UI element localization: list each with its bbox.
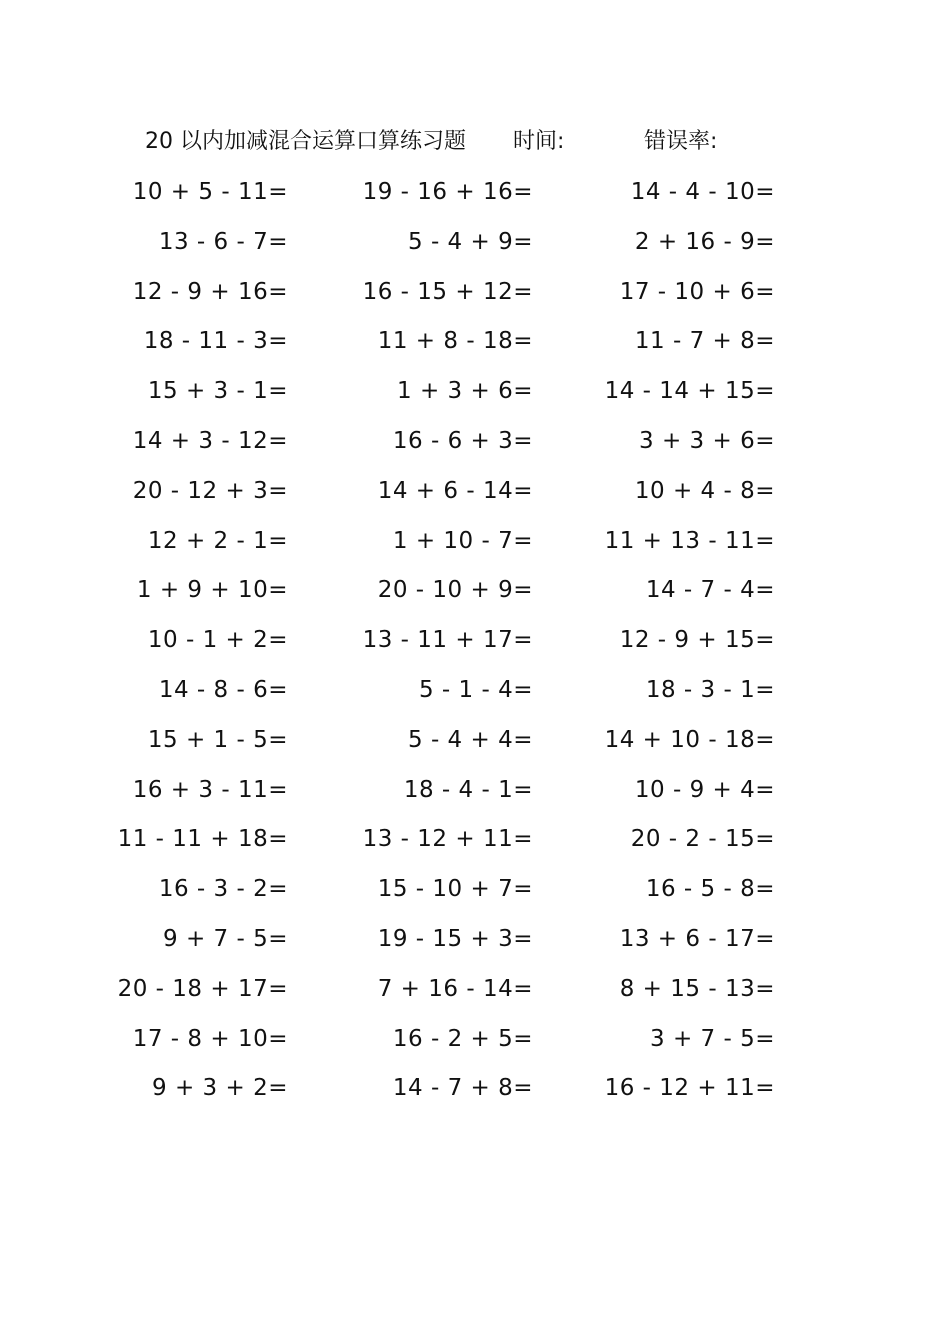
math-problem: 18 - 3 - 1=: [645, 676, 775, 703]
math-problem: 14 + 10 - 18=: [604, 726, 775, 753]
math-problem: 16 - 15 + 12=: [362, 278, 533, 305]
problem-grid: [117, 172, 815, 1118]
math-problem: 1 + 3 + 6=: [397, 378, 533, 405]
math-problem: 18 - 4 - 1=: [403, 776, 533, 803]
math-problem: 5 - 4 + 9=: [408, 228, 533, 255]
math-problem: 16 - 3 - 2=: [158, 876, 288, 903]
math-problem: 14 - 14 + 15=: [604, 378, 775, 405]
math-problem: 20 - 12 + 3=: [132, 477, 288, 504]
math-problem: 3 + 7 - 5=: [650, 1025, 775, 1052]
math-problem: 20 - 10 + 9=: [377, 577, 533, 604]
math-problem: 14 + 3 - 12=: [132, 427, 288, 454]
math-problem: 11 + 13 - 11=: [604, 527, 775, 554]
math-problem: 12 - 9 + 16=: [132, 278, 288, 305]
math-problem: 10 - 1 + 2=: [147, 627, 288, 654]
problem-row: [135, 570, 815, 620]
problem-row: [132, 172, 815, 222]
problem-row: [135, 1068, 815, 1118]
math-problem: 12 + 2 - 1=: [147, 527, 288, 554]
math-problem: 1 + 9 + 10=: [136, 577, 288, 604]
math-problem: 13 - 6 - 7=: [158, 228, 288, 255]
math-problem: 16 - 6 + 3=: [392, 427, 533, 454]
problem-row: [132, 421, 815, 471]
problem-row: [135, 620, 815, 670]
problem-row: [135, 869, 815, 919]
math-problem: 20 - 2 - 15=: [630, 826, 775, 853]
math-problem: 10 + 5 - 11=: [132, 179, 288, 205]
math-problem: 20 - 18 + 17=: [117, 975, 288, 1002]
math-problem: 3 + 3 + 6=: [639, 427, 775, 454]
problem-row: [132, 471, 815, 521]
math-problem: 2 + 16 - 9=: [634, 228, 775, 255]
math-problem: 11 + 8 - 18=: [377, 328, 533, 355]
math-problem: 14 - 7 - 4=: [645, 577, 775, 604]
math-problem: 14 - 7 + 8=: [392, 1075, 533, 1102]
math-problem: 13 - 12 + 11=: [362, 826, 533, 853]
math-problem: 11 - 7 + 8=: [634, 328, 775, 355]
time-label: 时间:: [513, 129, 565, 154]
worksheet-header: [145, 124, 845, 160]
math-problem: 15 - 10 + 7=: [377, 876, 533, 903]
math-problem: 5 - 4 + 4=: [408, 726, 533, 753]
math-problem: 9 + 7 - 5=: [163, 925, 288, 952]
problem-row: [135, 371, 815, 421]
math-problem: 16 + 3 - 11=: [132, 776, 288, 803]
math-problem: 11 - 11 + 18=: [117, 826, 288, 853]
math-problem: 15 + 1 - 5=: [147, 726, 288, 753]
math-problem: 16 - 2 + 5=: [392, 1025, 533, 1052]
math-problem: 8 + 15 - 13=: [619, 975, 775, 1002]
problem-row: [117, 819, 815, 869]
math-problem: 19 - 16 + 16=: [362, 179, 533, 205]
math-problem: 16 - 12 + 11=: [604, 1075, 775, 1102]
math-problem: 19 - 15 + 3=: [377, 925, 533, 952]
math-problem: 17 - 10 + 6=: [619, 278, 775, 305]
math-problem: 16 - 5 - 8=: [645, 876, 775, 903]
math-problem: 1 + 10 - 7=: [392, 527, 533, 554]
math-problem: 7 + 16 - 14=: [377, 975, 533, 1002]
math-problem: 10 - 9 + 4=: [634, 776, 775, 803]
math-problem: 18 - 11 - 3=: [143, 328, 288, 355]
math-problem: 14 - 8 - 6=: [158, 676, 288, 703]
problem-row: [117, 969, 815, 1019]
problem-row: [135, 521, 815, 571]
problem-row: [132, 272, 815, 322]
math-problem: 17 - 8 + 10=: [132, 1025, 288, 1052]
worksheet-title: 20 以内加减混合运算口算练习题: [145, 129, 466, 154]
problem-row: [135, 670, 815, 720]
math-problem: 5 - 1 - 4=: [418, 676, 533, 703]
problem-row: [135, 919, 815, 969]
math-problem: 15 + 3 - 1=: [147, 378, 288, 405]
problem-row: [135, 720, 815, 770]
problem-row: [132, 770, 815, 820]
math-problem: 9 + 3 + 2=: [152, 1075, 288, 1102]
math-problem: 13 - 11 + 17=: [362, 627, 533, 654]
math-problem: 10 + 4 - 8=: [634, 477, 775, 504]
error-rate-label: 错误率:: [644, 129, 718, 154]
problem-row: [132, 1019, 815, 1069]
problem-row: [135, 222, 815, 272]
math-problem: 14 - 4 - 10=: [630, 179, 775, 205]
math-problem: 14 + 6 - 14=: [377, 477, 533, 504]
math-problem: 13 + 6 - 17=: [619, 925, 775, 952]
problem-row: [135, 321, 815, 371]
math-problem: 12 - 9 + 15=: [619, 627, 775, 654]
